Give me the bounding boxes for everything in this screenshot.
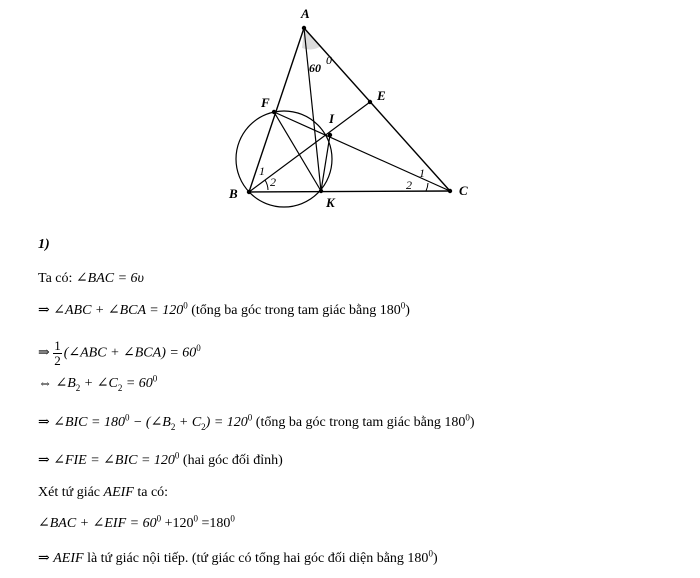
close-paren: )	[405, 303, 410, 318]
note-vertical-angles: (hai góc đối đỉnh)	[179, 453, 283, 468]
expr-eq60: = 60	[122, 376, 153, 391]
expr-eq120: ) = 120	[205, 415, 248, 430]
expr-angle-sum: ⇒ ∠ABC + ∠BCA = 120	[38, 303, 184, 318]
degree-sup: 0	[193, 513, 198, 524]
label-c: C	[459, 183, 468, 198]
point-e	[368, 100, 372, 104]
degree-sup: 0	[465, 412, 470, 423]
expr-minus-b2: − (∠B	[129, 415, 171, 430]
degree-sup: 0	[196, 343, 201, 354]
fraction-half	[53, 339, 62, 368]
degree-sup: 0	[183, 300, 188, 311]
solution-line-2	[38, 302, 410, 320]
close-paren: )	[469, 415, 475, 430]
angle-c2-label: 2	[406, 178, 412, 192]
expr-half-sum: (∠ABC + ∠BCA) = 60	[63, 345, 197, 361]
angle-b2-label: 2	[270, 175, 276, 189]
side-bc	[249, 191, 450, 192]
subscript: 2	[117, 382, 123, 393]
degree-sup: 0	[174, 450, 180, 461]
degree-sup: 0	[428, 548, 433, 559]
label-i: I	[329, 111, 335, 126]
solution-line-9	[38, 550, 438, 568]
point-i	[328, 133, 332, 137]
angle-a-degree: 0	[326, 53, 332, 67]
expr-plus120: +120	[161, 516, 194, 531]
side-ab	[249, 28, 304, 192]
label-a: A	[301, 6, 310, 21]
solution-line-8	[38, 515, 235, 533]
expr-eq180: =180	[197, 516, 231, 531]
quad-aeif: AEIF	[103, 485, 134, 500]
quad-aeif: AEIF	[53, 551, 84, 566]
expr-bac: ∠BAC = 6υ	[75, 271, 144, 286]
angle-b-arc	[265, 180, 268, 190]
text-ta-co: ta có:	[133, 485, 169, 500]
text-xet: Xét tứ giác	[38, 485, 104, 500]
angle-c-arc	[426, 183, 428, 191]
degree-sup: 0	[124, 412, 130, 423]
part-heading: 1)	[38, 237, 50, 252]
subscript: 2	[201, 421, 206, 432]
fraction-denominator: 2	[54, 353, 61, 368]
expr-bac-eif: ∠BAC + ∠EIF = 60	[38, 516, 157, 531]
solution-line-6	[38, 452, 283, 470]
degree-sup: 0	[230, 513, 235, 524]
solution-line-5	[38, 414, 475, 432]
label-f: F	[261, 95, 270, 110]
expr-bic: ⇒ ∠BIC = 180	[38, 415, 125, 430]
implies-sign: ⇒	[38, 345, 54, 361]
solution-line-3	[38, 339, 201, 368]
fraction-numerator: 1	[54, 338, 61, 353]
angle-a-value: 60	[309, 61, 321, 75]
degree-sup: 0	[156, 513, 162, 524]
point-a	[302, 26, 306, 30]
close-paren: )	[432, 551, 438, 566]
label-k: K	[326, 195, 335, 210]
expr-c2: + ∠C	[80, 376, 118, 391]
text-ta-co: Ta có:	[38, 271, 76, 286]
expr-fie: ⇒ ∠FIE = ∠BIC = 120	[38, 453, 175, 468]
subscript: 2	[170, 421, 176, 432]
expr-b2: ⇔ ∠B	[38, 376, 76, 391]
solution-line-4	[38, 375, 157, 393]
note-triangle-sum: (tổng ba góc trong tam giác bằng 180	[187, 303, 401, 318]
expr-plus-c2: + C	[175, 415, 202, 430]
geometry-figure	[0, 0, 700, 230]
solution-line-1	[38, 270, 144, 288]
point-c	[448, 189, 452, 193]
implies-sign: ⇒	[38, 551, 54, 566]
degree-sup: 0	[247, 412, 253, 423]
angle-b1-label: 1	[259, 164, 265, 178]
label-b: B	[229, 186, 238, 201]
point-f	[272, 110, 276, 114]
label-e: E	[377, 88, 386, 103]
angle-c1-label: 1	[419, 166, 425, 180]
subscript: 2	[75, 382, 81, 393]
note-triangle-sum: (tổng ba góc trong tam giác bằng 180	[252, 415, 466, 430]
conclusion-text: là tứ giác nội tiếp. (tứ giác có tổng hai góc đối diện bằng 180	[83, 551, 429, 566]
point-k	[319, 189, 323, 193]
point-b	[247, 190, 251, 194]
solution-line-7	[38, 484, 168, 502]
degree-sup: 0	[400, 300, 406, 311]
degree-sup: 0	[152, 373, 158, 384]
